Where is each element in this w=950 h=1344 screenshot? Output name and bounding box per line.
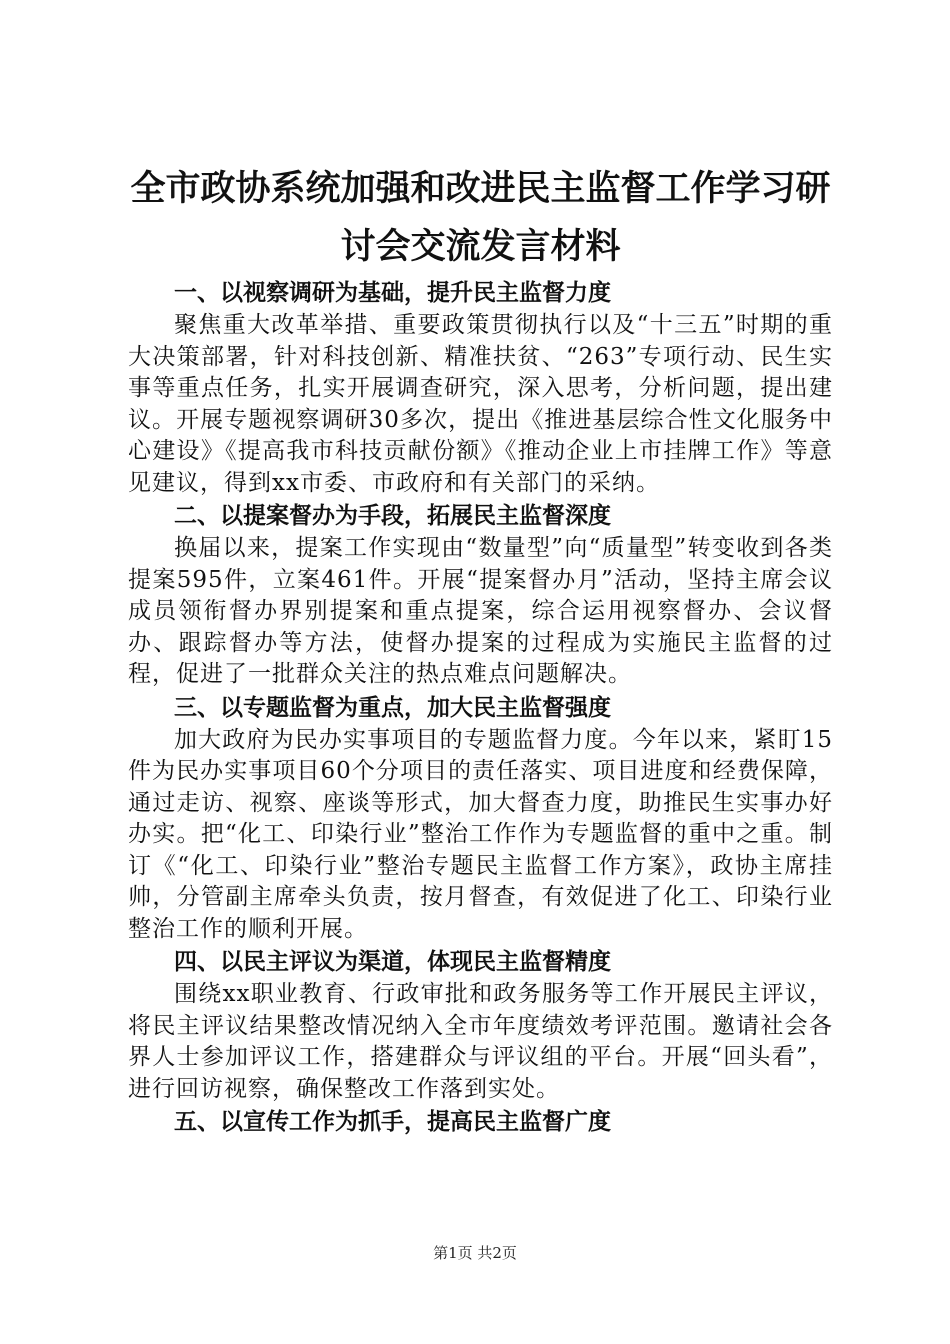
section-2 bbox=[128, 499, 833, 691]
section-5 bbox=[128, 1105, 833, 1139]
section-heading: 一、以视察调研为基础，提升民主监督力度 bbox=[174, 280, 611, 306]
section-4 bbox=[128, 945, 833, 1105]
section-body: 加大政府为民办实事项目的专题监督力度。今年以来，紧盯15件为民办实事项目60个分项目的责任落实、项目进度和经费保障，通过走访、视察、座谈等形式，加大督查力度，助推民生实事办好办实。把“化工、印染行业”整治工作作为专题监督的重中之重。制订《“化工、印染行业”整治专题民主监督工作方案》，政协主席挂帅，分管副主席牵头负责，按月督查，有效促进了化工、印染行业整治工作的顺利开展。 bbox=[128, 726, 833, 942]
section-body: 围绕xx职业教育、行政审批和政务服务等工作开展民主评议，将民主评议结果整改情况纳入全市年度绩效考评范围。邀请社会各界人士参加评议工作，搭建群众与评议组的平台。开展“回头看”，进行回访视察，确保整改工作落到实处。 bbox=[128, 981, 833, 1102]
section-heading: 五、以宣传工作为抓手，提高民主监督广度 bbox=[174, 1109, 611, 1135]
section-heading: 三、以专题监督为重点，加大民主监督强度 bbox=[174, 694, 611, 721]
page-number-footer: 第1页 共2页 bbox=[433, 1244, 517, 1262]
section-body: 换届以来，提案工作实现由“数量型”向“质量型”转变收到各类提案595件，立案461件。开展“提案督办月”活动，坚持主席会议成员领衔督办界别提案和重点提案，综合运用视察督办、会议督办、跟踪督办等方法，使督办提案的过程成为实施民主监督的过程，促进了一批群众关注的热点难点问题解决。 bbox=[128, 535, 833, 687]
document-page bbox=[128, 160, 833, 1139]
section-3 bbox=[128, 691, 833, 946]
section-1 bbox=[128, 276, 833, 499]
document-title: 全市政协系统加强和改进民主监督工作学习研讨会交流发言材料 bbox=[130, 169, 831, 267]
section-body: 聚焦重大改革举措、重要政策贯彻执行以及“十三五”时期的重大决策部署，针对科技创新、精准扶贫、“263”专项行动、民生实事等重点任务，扎实开展调查研究，深入思考，分析问题，提出建议。开展专题视察调研30多次，提出《推进基层综合性文化服务中心建设》《提高我市科技贡献份额》《推动企业上市挂牌工作》等意见建议，得到xx市委、市政府和有关部门的采纳。 bbox=[128, 312, 833, 496]
section-heading: 四、以民主评议为渠道，体现民主监督精度 bbox=[174, 949, 611, 975]
section-heading: 二、以提案督办为手段，拓展民主监督深度 bbox=[174, 503, 611, 529]
